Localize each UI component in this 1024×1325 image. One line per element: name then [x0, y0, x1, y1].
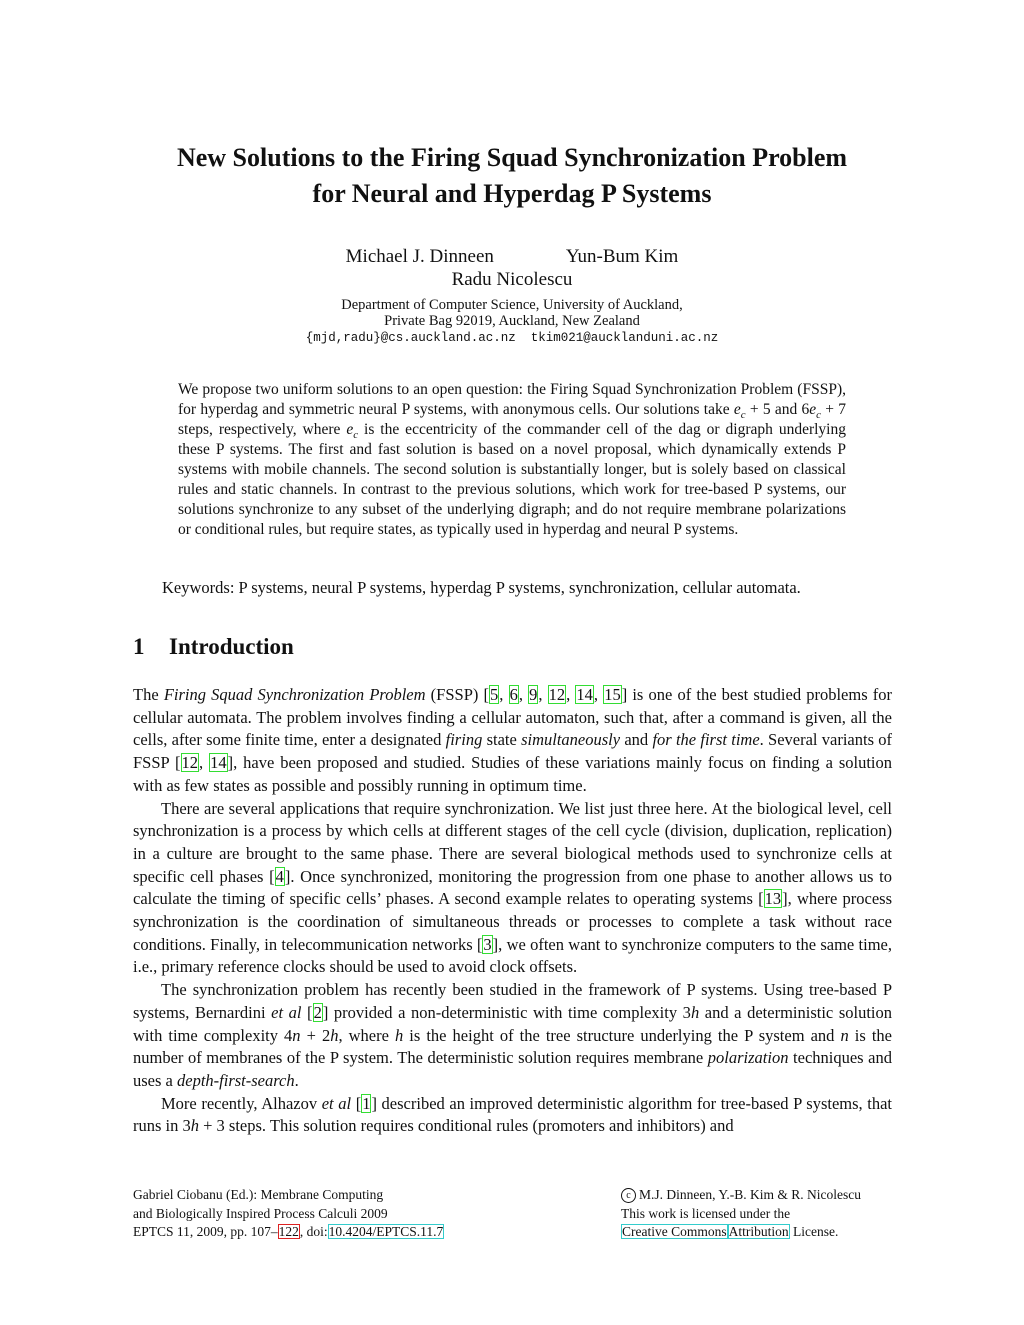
body-text — [133, 684, 892, 1138]
citation-link[interactable]: 2 — [313, 1002, 322, 1022]
affiliation-line-1: Department of Computer Science, University of Auckland, — [341, 297, 683, 313]
paragraph-1: The Firing Squad Synchronization Problem (FSSP) [5, 6, 9, 12, 14, 15] is one of the best studied problems for cellular automata. The problem involves finding a cellular automaton, such that, after a command is given, all the cells, after some finite time, enter a designated firing state simultaneously and for the first time. Several variants of FSSP [12, 14], have been proposed and studied. Studies of these variations mainly focus on finding a solution with as few states as possible and possibly running in optimum time. — [133, 685, 893, 795]
paragraph-4: More recently, Alhazov et al [1] described an improved deterministic algorithm for tree-based P systems, that runs in 3h + 3 steps. This solution requires conditional rules (promoters and inhibitors) and — [133, 1093, 893, 1136]
section-title: Introduction — [169, 634, 294, 659]
citation-link[interactable]: 1 — [362, 1093, 371, 1113]
author-emails — [0, 330, 1024, 346]
doi-link[interactable]: 10.4204/EPTCS.11.7 — [328, 1224, 444, 1239]
citation-link[interactable]: 12 — [548, 685, 566, 704]
copyright-icon: c — [621, 1188, 636, 1203]
section-heading — [133, 634, 294, 660]
affiliation-line-2: Private Bag 92019, Auckland, New Zealand — [384, 313, 640, 329]
citation-link[interactable]: 6 — [509, 685, 518, 704]
title-line-1: New Solutions to the Firing Squad Synchronization Problem — [176, 143, 848, 172]
last-page-link[interactable]: 122 — [278, 1224, 299, 1239]
citation-link[interactable]: 9 — [529, 685, 538, 704]
keywords: Keywords: P systems, neural P systems, hyperdag P systems, synchronization, cellular automata. — [162, 578, 801, 597]
citation-link[interactable]: 13 — [764, 889, 782, 909]
paper-title — [0, 140, 1024, 212]
abstract — [178, 380, 846, 540]
title-line-2: for Neural and Hyperdag P Systems — [312, 179, 712, 208]
footer-left-line-2: and Biologically Inspired Process Calculi 2009 — [133, 1205, 388, 1221]
creative-commons-link[interactable]: Creative Commons — [622, 1224, 727, 1239]
footer-right-line-3: Creative Commons Attribution License. — [622, 1224, 839, 1239]
email-2[interactable]: tkim021@aucklanduni.ac.nz — [530, 331, 719, 345]
author-dinneen: Michael J. Dinneen — [345, 246, 494, 267]
paragraph-2: There are several applications that require synchronization. We list just three here. At the biological level, cell synchronization is a process by which cells at different stages of the cell cycle (division, duplication, replication) in a culture are brought to the same phase. There are several biological methods used to synchronize cells at specific cell phases [4]. Once synchronized, monitoring the progression from one phase to another allows us to calculate the timing of specific cells’ phases. A second example relates to operating systems [13], where process synchronization is the coordination of simultaneous threads or processes to complete a task without race conditions. Finally, in telecommunication networks [3], we often want to synchronize computers to the same time, i.e., primary reference clocks should be used to avoid clock offsets. — [133, 798, 892, 977]
abstract-text: We propose two uniform solutions to an open question: the Firing Squad Synchronization Problem (FSSP), for hyperdag and symmetric neural P systems, with anonymous cells. Our solutions take $e_c + 5$ and $6e_c + 7$ steps, respectively, where $e_c$ is the eccentricity of the commander cell of the dag or digraph underlying these P systems. The first and fast solution is based on a novel proposal, which dynamically extends P systems with mobile channels. The second solution is substantially longer, but is solely based on classical rules and static channels. In contrast to the previous solutions, which work for tree-based P systems, our solutions synchronize to any subset of the underlying digraph; and do not require membrane polarizations or conditional rules, but require states, as typically used in hyperdag and neural P systems. — [178, 381, 846, 538]
citation-link[interactable]: 14 — [210, 753, 227, 773]
authors-row — [0, 246, 1024, 268]
author-kim: Yun-Bum Kim — [565, 246, 679, 267]
citation-link[interactable]: 12 — [181, 753, 199, 773]
footer-left-line-1: Gabriel Ciobanu (Ed.): Membrane Computing — [133, 1187, 384, 1202]
section-number: 1 — [133, 634, 145, 659]
footer-left-line-3: EPTCS 11, 2009, pp. 107–122, doi:10.4204/EPTCS.11.7 — [133, 1224, 444, 1239]
citation-link[interactable]: 14 — [576, 685, 593, 704]
footer-right-line-1: c M.J. Dinneen, Y.-B. Kim & R. Nicolescu — [621, 1186, 861, 1205]
footer-right-line-2: This work is licensed under the — [621, 1205, 791, 1221]
affiliation — [0, 297, 1024, 346]
paragraph-3: The synchronization problem has recently been studied in the framework of P systems. Using tree-based P systems, Bernardini et al [2] provided a non-deterministic with time complexity 3h and a deterministic solution with time complexity 4n + 2h, where h is the height of the tree structure underlying the P system and n is the number of membranes of the P system. The deterministic solution requires membrane polarization techniques and uses a depth-first-search. — [133, 980, 892, 1090]
footer-license-info — [621, 1186, 861, 1242]
citation-link[interactable]: 3 — [483, 934, 492, 954]
email-1[interactable]: {mjd,radu}@cs.auckland.ac.nz — [305, 331, 516, 345]
footer-publication-info — [133, 1186, 444, 1242]
citation-link[interactable]: 4 — [275, 866, 284, 886]
authors-row-2 — [0, 269, 1024, 291]
citation-link[interactable]: 15 — [604, 685, 621, 704]
attribution-link[interactable]: Attribution — [728, 1224, 789, 1239]
author-nicolescu: Radu Nicolescu — [451, 269, 573, 290]
citation-link[interactable]: 5 — [490, 685, 499, 704]
